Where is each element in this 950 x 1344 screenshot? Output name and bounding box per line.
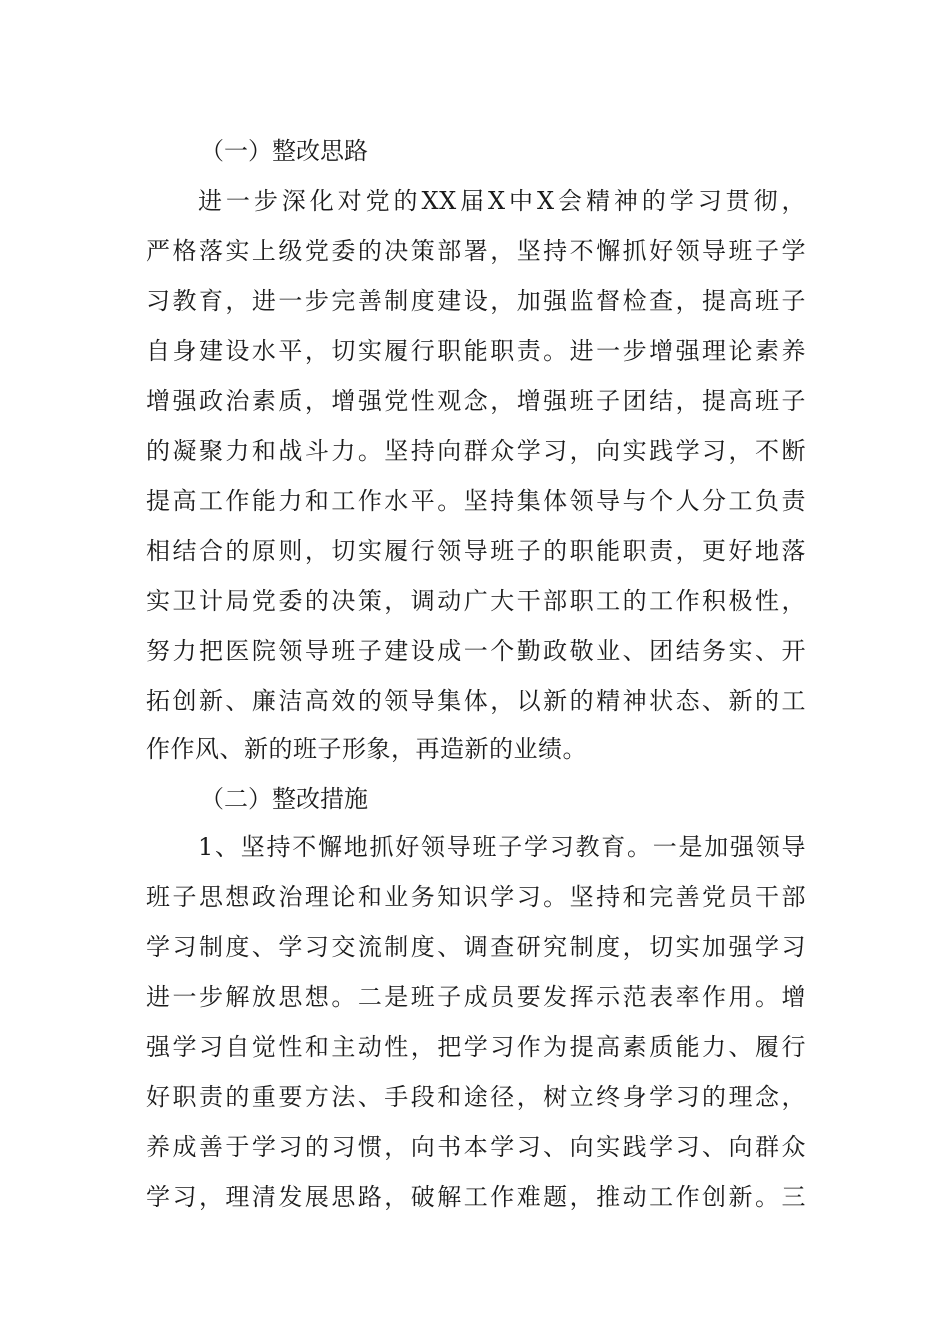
paragraph-line: 习教育，进一步完善制度建设，加强监督检查，提高班子 [146, 287, 806, 315]
paragraph-line: 学习，理清发展思路，破解工作难题，推动工作创新。三 [146, 1183, 806, 1211]
paragraph-line: 班子思想政治理论和业务知识学习。坚持和完善党员干部 [146, 883, 806, 911]
paragraph-line: 严格落实上级党委的决策部署，坚持不懈抓好领导班子学 [146, 237, 806, 265]
paragraph-line: 努力把医院领导班子建设成一个勤政敬业、团结务实、开 [146, 637, 806, 665]
paragraph-line: 相结合的原则，切实履行领导班子的职能职责，更好地落 [146, 537, 806, 565]
paragraph-line: 强学习自觉性和主动性，把学习作为提高素质能力、履行 [146, 1033, 806, 1061]
paragraph-line: 学习制度、学习交流制度、调查研究制度，切实加强学习 [146, 933, 806, 961]
paragraph-line: 进一步深化对党的XX届X中X会精神的学习贯彻， [198, 187, 806, 215]
section-1-heading: （一）整改思路 [200, 137, 368, 165]
paragraph-line: 作作风、新的班子形象，再造新的业绩。 [146, 735, 587, 763]
paragraph-line: 的凝聚力和战斗力。坚持向群众学习，向实践学习，不断 [146, 437, 806, 465]
paragraph-line: 拓创新、廉洁高效的领导集体，以新的精神状态、新的工 [146, 687, 806, 715]
paragraph-line: 养成善于学习的习惯，向书本学习、向实践学习、向群众 [146, 1133, 806, 1161]
paragraph-line: 好职责的重要方法、手段和途径，树立终身学习的理念， [146, 1083, 806, 1111]
paragraph-line: 实卫计局党委的决策，调动广大干部职工的工作积极性， [146, 587, 806, 615]
section-2-heading: （二）整改措施 [200, 785, 368, 813]
paragraph-line: 增强政治素质，增强党性观念，增强班子团结，提高班子 [146, 387, 806, 415]
paragraph-line: 1、坚持不懈地抓好领导班子学习教育。一是加强领导 [198, 833, 806, 861]
paragraph-line: 进一步解放思想。二是班子成员要发挥示范表率作用。增 [146, 983, 806, 1011]
paragraph-line: 自身建设水平，切实履行职能职责。进一步增强理论素养 [146, 337, 806, 365]
paragraph-line: 提高工作能力和工作水平。坚持集体领导与个人分工负责 [146, 487, 806, 515]
